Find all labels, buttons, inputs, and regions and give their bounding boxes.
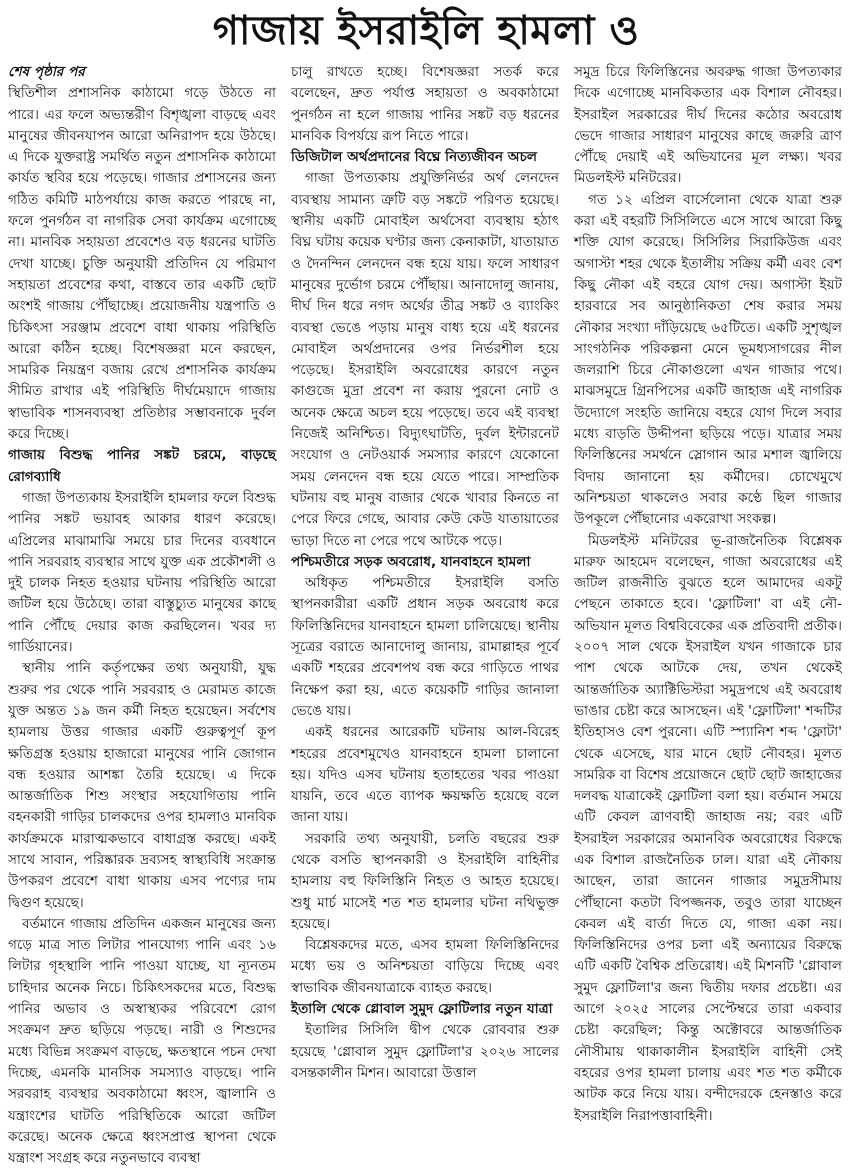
paragraph: গাজা উপত্যকায় ইসরাইলি হামলার ফলে বিশুদ্ধ পানির সঙ্কট ভয়াবহ আকার ধারণ করেছে। এপ্রিলের মাঝামাঝি সময়ে চার দিনের ব্যবধানে পানি সরবরাহ ব্যবস্থার সাথে যুক্ত এক প্রকৌশলী ও দুই চালক নিহত হওয়ার ঘটনায় পরিস্থিতি আরো জটিল হয়ে উঠেছে। তারা বাস্তুচ্যুত মানুষের কাছে পানি পৌঁছে দেয়ার কাজ করছিলেন। খবর দ্য গার্ডিয়ানের। xyxy=(8,489,276,656)
paragraph: বিশ্লেষকদের মতে, এসব হামলা ফিলিস্তিনিদের মধ্যে ভয় ও অনিশ্চয়তা বাড়িয়ে দিচ্ছে এবং স্বাভাবিক জীবনযাত্রাকে ব্যাহত করছে। xyxy=(291,937,559,996)
paragraph: বর্তমানে গাজায় প্রতিদিন একজন মানুষের জন্য গড়ে মাত্র সাত লিটার পানযোগ্য পানি এবং ১৬ লিটার গৃহস্থালি পানি পাওয়া যাচ্ছে, যা ন্যূনতম চাহিদার অনেক নিচে। চিকিৎসকদের মতে, বিশুদ্ধ পানির অভাব ও অস্বাস্থ্যকর পরিবেশে রোগ সংক্রমণ দ্রুত ছড়িয়ে পড়ছে। নারী ও শিশুদের মধ্যে বিভিন্ন সংক্রমণ বাড়ছে, ক্ষতস্থানে পচন দেখা দিচ্ছে, এমনকি মানসিক সমস্যাও বাড়ছে। পানি সরবরাহ ব্যবস্থার অবকাঠামো ধ্বংস, জ্বালানি ও যন্ত্রাংশের ঘাটতি পরিস্থিতিকে আরো জটিল করেছে। অনেক ক্ষেত্রে ধ্বংসপ্রাপ্ত স্থাপনা থেকে যন্ত্রাংশ সংগ্রহ করে নতুনভাবে ব্যবস্থা xyxy=(8,915,276,1167)
paragraph: গত ১২ এপ্রিল বার্সেলোনা থেকে যাত্রা শুরু করা এই বহরটি সিসিলিতে এসে সাথে আরো কিছু শক্তি যোগ করেছে। সিসিলির সিরাকিউজ এবং অগাস্টা শহর থেকে ইতালীয় সক্রিয় কর্মী এবং বেশ কিছু নৌকা এই বহরে যোগ দেয়। অগাস্টা ইয়ট হারবারে সব আনুষ্ঠানিকতা শেষ করার সময় নৌকার সংখ্যা দাঁড়িয়েছে ৬৫টিতে। একটি সুশৃঙ্খল সাংগঠনিক পরিকল্পনা মেনে ভূমধ্যসাগরের নীল জলরাশি চিরে নৌকাগুলো এখন গাজার পথে। মাঝসমুদ্রে গ্রিনপিসের একটি জাহাজ এই নাগরিক উদ্যোগে সংহতি জানিয়ে বহরে যোগ দিলে সবার মধ্যে বাড়তি উদ্দীপনা ছড়িয়ে পড়ে। যাত্রার সময় ফিলিস্তিনের সমর্থনে স্লোগান আর মশাল জ্বালিয়ে বিদায় জানানো হয় কর্মীদের। চোখেমুখে অনিশ্চয়তা থাকলেও সবার কণ্ঠে ছিল গাজার উপকূলে পৌঁছানোর একরোখা সংকল্প। xyxy=(574,191,842,528)
paragraph: চালু রাখতে হচ্ছে। বিশেষজ্ঞরা সতর্ক করে বলেছেন, দ্রুত পর্যাপ্ত সহায়তা ও অবকাঠামো পুনর্গঠন না হলে গাজায় পানির সঙ্কট বড় ধরনের মানবিক বিপর্যয়ে রূপ নিতে পারে। xyxy=(291,64,559,144)
paragraph: গাজা উপত্যকায় প্রযুক্তিনির্ভর অর্থ লেনদেন ব্যবস্থায় সামান্য ত্রুটি বড় সঙ্কটে পরিণত হয়েছে। স্থানীয় একটি মোবাইল অর্থসেবা ব্যবস্থায় হঠাৎ বিঘ্ন ঘটায় কয়েক ঘণ্টার জন্য কেনাকাটা, যাতায়াত ও দৈনন্দিন লেনদেন বন্ধ হয়ে যায়। ফলে সাধারণ মানুষের দুর্ভোগ চরমে পৌঁছায়। আনাদোলু জানায়, দীর্ঘ দিন ধরে নগদ অর্থের তীব্র সঙ্কট ও ব্যাংকিং ব্যবস্থা ভেঙে পড়ায় মানুষ বাধ্য হয়ে এই ধরনের মোবাইল অর্থপ্রদানের ওপর নির্ভরশীল হয়ে পড়েছে। ইসরাইলি অবরোধের কারণে নতুন কাগুজে মুদ্রা প্রবেশ না করায় পুরনো নোট ও অনেক ক্ষেত্রে অচল হয়ে পড়েছে। তবে এই ব্যবস্থা নিজেই অনিশ্চিত। বিদ্যুৎঘাটতি, দুর্বল ইন্টারনেট সংযোগ ও নেটওয়ার্ক সমস্যার কারণে যেকোনো সময় লেনদেন বন্ধ হয়ে যেতে পারে। সাম্প্রতিক ঘটনায় বহু মানুষ বাজার থেকে খাবার কিনতে না পেরে ফিরে গেছে, আবার কেউ কেউ যাতায়াতের ভাড়া দিতে না পেরে পথে আটকে পড়ে। xyxy=(291,170,559,549)
paragraph: সরকারি তথ্য অনুযায়ী, চলতি বছরের শুরু থেকে বসতি স্থাপনকারী ও ইসরাইলি বাহিনীর হামলায় বহু ফিলিস্তিনি নিহত ও আহত হয়েছে। শুধু মার্চ মাসেই শত শত হামলার ঘটনা নথিভুক্ত হয়েছে। xyxy=(291,830,559,932)
subheading-water-crisis: গাজায় বিশুদ্ধ পানির সঙ্কট চরমে, বাড়ছে রোগব্যাধি xyxy=(8,447,276,485)
headline: গাজায় ইসরাইলি হামলা ও xyxy=(212,8,640,54)
article-columns xyxy=(0,62,852,1167)
paragraph: একই ধরনের আরেকটি ঘটনায় আল-বিরেহ শহরের প্রবেশমুখেও যানবাহনে হামলা চালানো হয়। যদিও এসব ঘটনায় হতাহতের খবর পাওয়া যায়নি, তবে এতে ব্যাপক ক্ষয়ক্ষতি হয়েছে বলে জানা যায়। xyxy=(291,724,559,826)
subheading-flotilla: ইতালি থেকে গ্লোবাল সুমুদ ফ্লোটিলার নতুন যাত্রা xyxy=(291,1001,553,1018)
paragraph: ইতালির সিসিলি দ্বীপ থেকে রোববার শুরু হয়েছে 'গ্লোবাল সুমুদ ফ্লোটিলা'র ২০২৬ সালের বসন্তকালীন মিশন। আবারো উত্তাল xyxy=(291,1022,559,1081)
paragraph: সমুদ্র চিরে ফিলিস্তিনের অবরুদ্ধ গাজা উপত্যকার দিকে এগোচ্ছে মানবিকতার এক বিশাল নৌবহর। ইসরাইল সরকারের দীর্ঘ দিনের কঠোর অবরোধ ভেদে গাজার সাধারণ মানুষের কাছে জরুরি ত্রাণ পৌঁছে দেয়াই এই অভিযানের মূল লক্ষ্য। খবর মিডলইস্ট মনিটরের। xyxy=(574,64,842,187)
paragraph: স্থিতিশীল প্রশাসনিক কাঠামো গড়ে উঠতে না পারে। এর ফলে অভ্যন্তরীণ বিশৃঙ্খলা বাড়ছে এবং মানুষের জীবনযাপন আরো অনিরাপদ হয়ে উঠছে। এ দিকে যুক্তরাষ্ট্র সমর্থিত নতুন প্রশাসনিক কাঠামো কার্যত স্থবির হয়ে পড়েছে। গাজার প্রশাসনের জন্য গঠিত কমিটি মাঠপর্যায়ে কাজ করতে পারছে না, ফলে পুনর্গঠন বা নাগরিক সেবা কার্যক্রম এগোচ্ছে না। মানবিক সহায়তা প্রবেশেও বড় ধরনের ঘাটতি দেখা যাচ্ছে। চুক্তি অনুযায়ী প্রতিদিন যে পরিমাণ সহায়তা প্রবেশের কথা, বাস্তবে তার একটি ছোট অংশই গাজায় পৌঁছাচ্ছে। প্রয়োজনীয় যন্ত্রপাতি ও চিকিৎসা সরঞ্জাম প্রবেশে বাধা থাকায় পরিস্থিতি আরো কঠিন হচ্ছে। বিশেষজ্ঞরা মনে করছেন, সামরিক নিয়ন্ত্রণ বজায় রেখে প্রশাসনিক কার্যক্রম সীমিত রাখার এই পরিস্থিতি দীর্ঘমেয়াদে গাজায় স্বাভাবিক শাসনব্যবস্থা প্রতিষ্ঠার সম্ভাবনাকে দুর্বল করে দিচ্ছে। xyxy=(8,85,276,443)
column-3 xyxy=(574,62,842,1132)
paragraph: অধিকৃত পশ্চিমতীরে ইসরাইলি বসতি স্থাপনকারীরা একটি প্রধান সড়ক অবরোধ করে ফিলিস্তিনিদের যানবাহনে হামলা চালিয়েছে। স্থানীয় সূত্রের বরাতে আনাদোলু জানায়, রামাল্লাহর পূর্বে একটি শহরের প্রবেশপথ বন্ধ করে গাড়িতে পাথর নিক্ষেপ করা হয়, এতে কয়েকটি গাড়ির জানালা ভেঙে যায়। xyxy=(291,575,559,719)
subheading-west-bank: পশ্চিমতীরে সড়ক অবরোধ, যানবাহনে হামলা xyxy=(291,553,531,570)
subheading-digital-payment: ডিজিটাল অর্থপ্রদানের বিঘ্নে নিত্যজীবন অচল xyxy=(291,149,538,166)
column-2 xyxy=(291,62,559,1132)
column-1 xyxy=(8,62,276,1167)
paragraph: স্থানীয় পানি কর্তৃপক্ষের তথ্য অনুযায়ী, যুদ্ধ শুরুর পর থেকে পানি সরবরাহ ও মেরামত কাজে যুক্ত অন্তত ১৯ জন কর্মী নিহত হয়েছেন। সর্বশেষ হামলায় উত্তর গাজার একটি গুরুত্বপূর্ণ কূপ ক্ষতিগ্রস্ত হওয়ায় হাজারো মানুষের পানি জোগান বন্ধ হওয়ার আশঙ্কা তৈরি হয়েছে। এ দিকে আন্তর্জাতিক শিশু সংস্থার সহযোগিতায় পানি বহনকারী গাড়ির চালকদের ওপর হামলাও মানবিক কার্যক্রমকে মারাত্মকভাবে বাধাগ্রস্ত করছে। একই সাথে সাবান, পরিষ্কারক দ্রব্যসহ স্বাস্থ্যবিধি সংক্রান্ত উপকরণ প্রবেশে বাধা থাকায় এসব পণ্যের দাম দ্বিগুণ হয়েছে। xyxy=(8,660,276,911)
paragraph: মিডলইস্ট মনিটরের ভূ-রাজনৈতিক বিশ্লেষক মারুফ আহমেদ বলেছেন, গাজা অবরোধের এই জটিল রাজনীতি বুঝতে হলে আমাদের একটু পেছনে তাকাতে হবে। 'ফ্লোটিলা' বা এই নৌ-অভিযান মূলত বিশ্ববিবেকের এক প্রতিবাদী প্রতীক। ২০০৭ সাল থেকে ইসরাইল যখন গাজাকে চার পাশ থেকে আটকে দেয়, তখন থেকেই আন্তর্জাতিক অ্যাক্টিভিস্টরা সমুদ্রপথে এই অবরোধ ভাঙার চেষ্টা করে আসছেন। এই 'ফ্লোটিলা' শব্দটির ইতিহাসও বেশ পুরনো। এটি স্প্যানিশ শব্দ 'ফ্লোটা' থেকে এসেছে, যার মানে ছোট নৌবহর। মূলত সামরিক বা বিশেষ প্রয়োজনে ছোট ছোট জাহাজের দলবদ্ধ যাত্রাকেই ফ্লোটিলা বলা হয়। বর্তমান সময়ে এটি কেবল ত্রাণবাহী জাহাজ নয়; বরং এটি ইসরাইল সরকারের অমানবিক অবরোধের বিরুদ্ধে এক বিশাল রাজনৈতিক ঢাল। যারা এই নৌকায় আছেন, তারা জানেন গাজার সমুদ্রসীমায় পৌঁছানো কতটা বিপজ্জনক, তবুও তারা যাচ্ছেন কেবল এই বার্তা দিতে যে, গাজা একা নয়। ফিলিস্তিনিদের ওপর চলা এই অন্যায়ের বিরুদ্ধে এটি একটি বৈশ্বিক প্রতিরোধ। এই মিশনটি 'গ্লোবাল সুমুদ ফ্লোটিলা'র জন্য দ্বিতীয় দফার প্রচেষ্টা। এর আগে ২০২৫ সালের সেপ্টেম্বরে তারা একবার চেষ্টা করেছিল; কিন্তু অক্টোবরে আন্তর্জাতিক নৌসীমায় থাকাকালীন ইসরাইলি বাহিনী সেই বহরের ওপর হামলা চালায় এবং শত শত কর্মীকে আটক করে নিয়ে যায়। বন্দীদেরকে হেনস্তাও করে ইসরাইলি নিরাপত্তাবাহিনী। xyxy=(574,532,842,1124)
continued-from-label: শেষ পৃষ্ঠার পর xyxy=(8,64,85,80)
